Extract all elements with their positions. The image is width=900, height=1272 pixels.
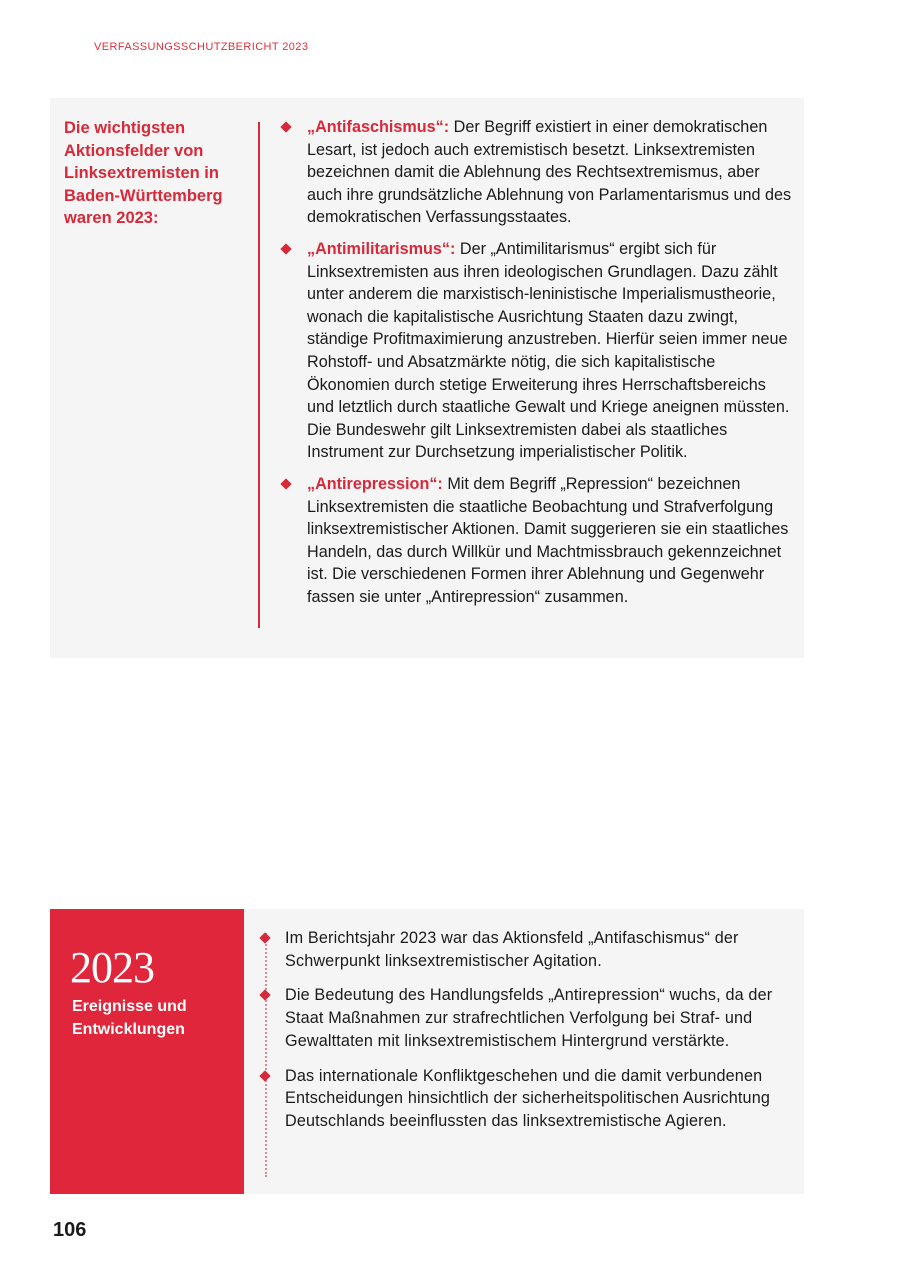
item-term: „Antimilitarismus“: (307, 239, 456, 258)
item-text: Der Begriff existiert in einer demokratischen Lesart, ist jedoch auch extremistisch besetzt. Linksextremisten bezeichnen damit die Ablehnung des Rechtsextremismus, aber auch ihre grundsätzliche Ablehnung von Parlamentarismus und des demokratischen Verfassungsstaates. (307, 118, 792, 227)
diamond-icon (259, 932, 270, 943)
list-item (280, 116, 794, 229)
list-item (280, 238, 794, 464)
item-text: Der „Antimilitarismus“ ergibt sich für Linksextremisten aus ihren ideologischen Grundlagen. Dazu zählt unter anderem die marxistisch-leninistische Imperialismustheorie, wonach die kapitalistische Ausrichtung Staaten dazu zwingt, ständige Profitmaximierung anzustreben. Hierfür seien immer neue Rohstoff- und Absatzmärkte nötig, die sich kapitalistische Ökonomien durch stetige Erweiterung ihres Herrschaftsbereichs und letztlich durch staatliche Gewalt und Kriege aneignen müssten. Die Bundeswehr gilt Linksextremisten dabei als staatliches Instrument zur Durchsetzung imperialistischer Politik. (307, 239, 790, 462)
item-text: Die Bedeutung des Handlungsfelds „Antirepression“ wuchs, da der Staat Maßnahmen zur strafrechtlichen Verfolgung bei Straf- und Gewalttaten mit linksextremistischem Hintergrund verstärkte. (285, 986, 773, 1050)
diamond-icon (280, 121, 291, 132)
diamond-icon (280, 243, 291, 254)
item-text: Das internationale Konfliktgeschehen und die damit verbundenen Entscheidungen hinsichtlich der sicherheitspolitischen Ausrichtung Deutschlands beeinflussten das linksextremistische Agieren. (285, 1066, 771, 1130)
diamond-icon (259, 1070, 270, 1081)
vertical-divider (258, 122, 260, 628)
list-item (258, 1065, 778, 1133)
list-item (280, 473, 794, 609)
year-heading: 2023 (70, 943, 154, 992)
item-term: „Antifaschismus“: (307, 118, 450, 136)
page-number: 106 (53, 1219, 87, 1241)
events-title: Ereignisse und Entwicklungen (72, 998, 187, 1038)
item-term: „Antirepression“: (307, 474, 443, 493)
diamond-icon (280, 478, 291, 489)
item-text: Mit dem Begriff „Repression“ bezeichnen Linksextremisten die staatliche Beobachtung und Strafverfolgung linksextremistischer Aktionen. Damit suggerieren sie ein staatliches Handeln, das durch Willkür und Machtmissbrauch gekennzeichnet ist. Die verschiedenen Formen ihrer Ablehnung und Gegenwehr fassen sie unter „Antirepression“ zusammen. (307, 474, 789, 606)
list-item (258, 927, 778, 972)
diamond-icon (259, 990, 270, 1001)
action-fields-label: Die wichtigsten Aktionsfelder von Linksextremisten in Baden-Württemberg waren 2023: (64, 119, 223, 227)
running-header: VERFASSUNGSSCHUTZBERICHT 2023 (94, 41, 309, 53)
action-fields-list (280, 116, 794, 617)
item-text: Im Berichtsjahr 2023 war das Aktionsfeld „Antifaschismus“ der Schwerpunkt linksextremistischer Agitation. (285, 929, 739, 970)
list-item (258, 984, 778, 1052)
events-list (258, 927, 778, 1145)
